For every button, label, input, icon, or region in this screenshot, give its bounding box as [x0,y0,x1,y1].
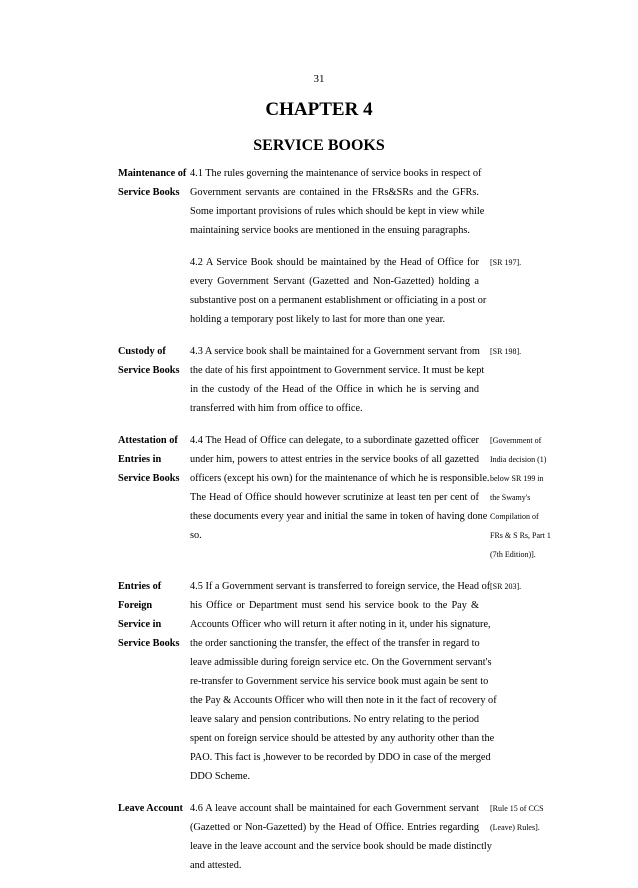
paragraph-block [118,431,558,564]
paragraph-line: leave salary and pension contributions. No entry relating to the period [190,714,479,725]
paragraph-line: officers (except his own) for the maintenance of which he is responsible. [190,473,490,484]
rule-reference-line: below SR 199 in [490,474,544,483]
side-heading [118,577,190,653]
rule-reference [490,253,558,272]
rule-reference-line: the Swamy's [490,493,531,502]
paragraph-line: the date of his first appointment to Government service. It must be kept [190,365,485,376]
paragraph-line: transferred with him from office to office. [190,403,363,414]
paragraph-line: maintaining service books are mentioned in the ensuing paragraphs. [190,225,470,236]
side-heading-line: Maintenance of [118,168,187,179]
paragraph-line: 4.6 A leave account shall be maintained for each Government servant [190,803,479,814]
paragraph-line: 4.4 The Head of Office can delegate, to a subordinate gazetted officer [190,435,479,446]
paragraph-line: PAO. This fact is ,however to be recorded by DDO in case of the merged [190,752,491,763]
paragraph-line: and attested. [190,860,242,871]
side-heading-line: Service Books [118,365,180,376]
paragraph-line: Some important provisions of rules which should be kept in view while [190,206,485,217]
rule-reference-line: India decision (1) [490,455,547,464]
rule-reference-line: (7th Edition)]. [490,550,536,559]
paragraph-line: every Government Servant (Gazetted and Non-Gazetted) holding a [190,276,479,287]
paragraph-text [190,799,492,875]
paragraph-line: (Gazetted or Non-Gazetted) by the Head of Office. Entries regarding [190,822,479,833]
side-heading [118,799,190,818]
paragraph-line: spent on foreign service should be attested by any authority other than the [190,733,495,744]
side-heading-line: Service Books [118,638,180,649]
paragraph-text [190,253,487,329]
paragraph-line: Accounts Officer who will return it after noting in it, under his signature, [190,619,491,630]
paragraph-line: substantive post on a permanent establishment or officiating in a post or [190,295,487,306]
paragraph-line: under him, powers to attest entries in the service books of all gazetted [190,454,479,465]
rule-reference-line: [SR 197]. [490,258,522,267]
rule-reference [490,431,558,564]
side-heading-line: Foreign [118,600,153,611]
side-heading-line: Service Books [118,473,180,484]
paragraph-line: leave in the leave account and the service book should be made distinctly [190,841,492,852]
paragraph-text [190,164,485,240]
rule-reference-line: FRs & S Rs, Part 1 [490,531,551,540]
rule-reference [490,342,558,361]
side-heading-line: Service Books [118,187,180,198]
paragraph-line: DDO Scheme. [190,771,251,782]
side-heading-line: Custody of [118,346,166,357]
paragraph-block [118,799,558,875]
rule-reference [490,577,558,596]
side-heading-line: Service in [118,619,162,630]
paragraph-text [190,577,497,786]
side-heading-line: Leave Account [118,803,183,814]
rule-reference-line: (Leave) Rules]. [490,823,540,832]
side-heading [118,342,190,380]
document-body [118,164,558,888]
paragraph-line: re-transfer to Government service his service book must again be sent to [190,676,489,687]
rule-reference-line: [SR 198]. [490,347,522,356]
paragraph-line: 4.5 If a Government servant is transferred to foreign service, the Head of [190,581,491,592]
paragraph-line: the Pay & Accounts Officer who will then note in it the fact of recovery of [190,695,497,706]
paragraph-line: 4.2 A Service Book should be maintained by the Head of Office for [190,257,479,268]
rule-reference-line: [Government of [490,436,542,445]
section-title: SERVICE BOOKS [253,137,385,154]
rule-reference-line: [Rule 15 of CCS [490,804,544,813]
paragraph-line: 4.3 A service book shall be maintained for a Government servant from [190,346,480,357]
paragraph-block [118,253,558,329]
paragraph-line: in the custody of the Head of the Office in which he is serving and [190,384,479,395]
paragraph-line: 4.1 The rules governing the maintenance of service books in respect of [190,168,482,179]
paragraph-line: the order sanctioning the transfer, the effect of the transfer in regard to [190,638,480,649]
paragraph-text [190,342,485,418]
paragraph-line: holding a temporary post likely to last for more than one year. [190,314,446,325]
rule-reference-line: [SR 203]. [490,582,522,591]
paragraph-text [190,431,490,545]
paragraph-line: these documents every year and initial the same in token of having done [190,511,488,522]
side-heading [118,164,190,202]
paragraph-line: The Head of Office should however scrutinize at least ten per cent of [190,492,479,503]
side-heading [118,431,190,488]
rule-reference [490,799,558,837]
paragraph-block [118,577,558,786]
paragraph-line: so. [190,530,202,541]
side-heading-line: Entries in [118,454,162,465]
paragraph-block [118,342,558,418]
paragraph-line: Government servants are contained in the FRs&SRs and the GFRs. [190,187,479,198]
page-number: 31 [313,73,325,85]
paragraph-line: his Office or Department must send his service book to the Pay & [190,600,479,611]
side-heading-line: Attestation of [118,435,178,446]
paragraph-line: leave admissible during foreign service etc. On the Government servant's [190,657,492,668]
rule-reference-line: Compilation of [490,512,539,521]
paragraph-block [118,164,558,240]
side-heading-line: Entries of [118,581,162,592]
chapter-title: CHAPTER 4 [265,99,373,120]
